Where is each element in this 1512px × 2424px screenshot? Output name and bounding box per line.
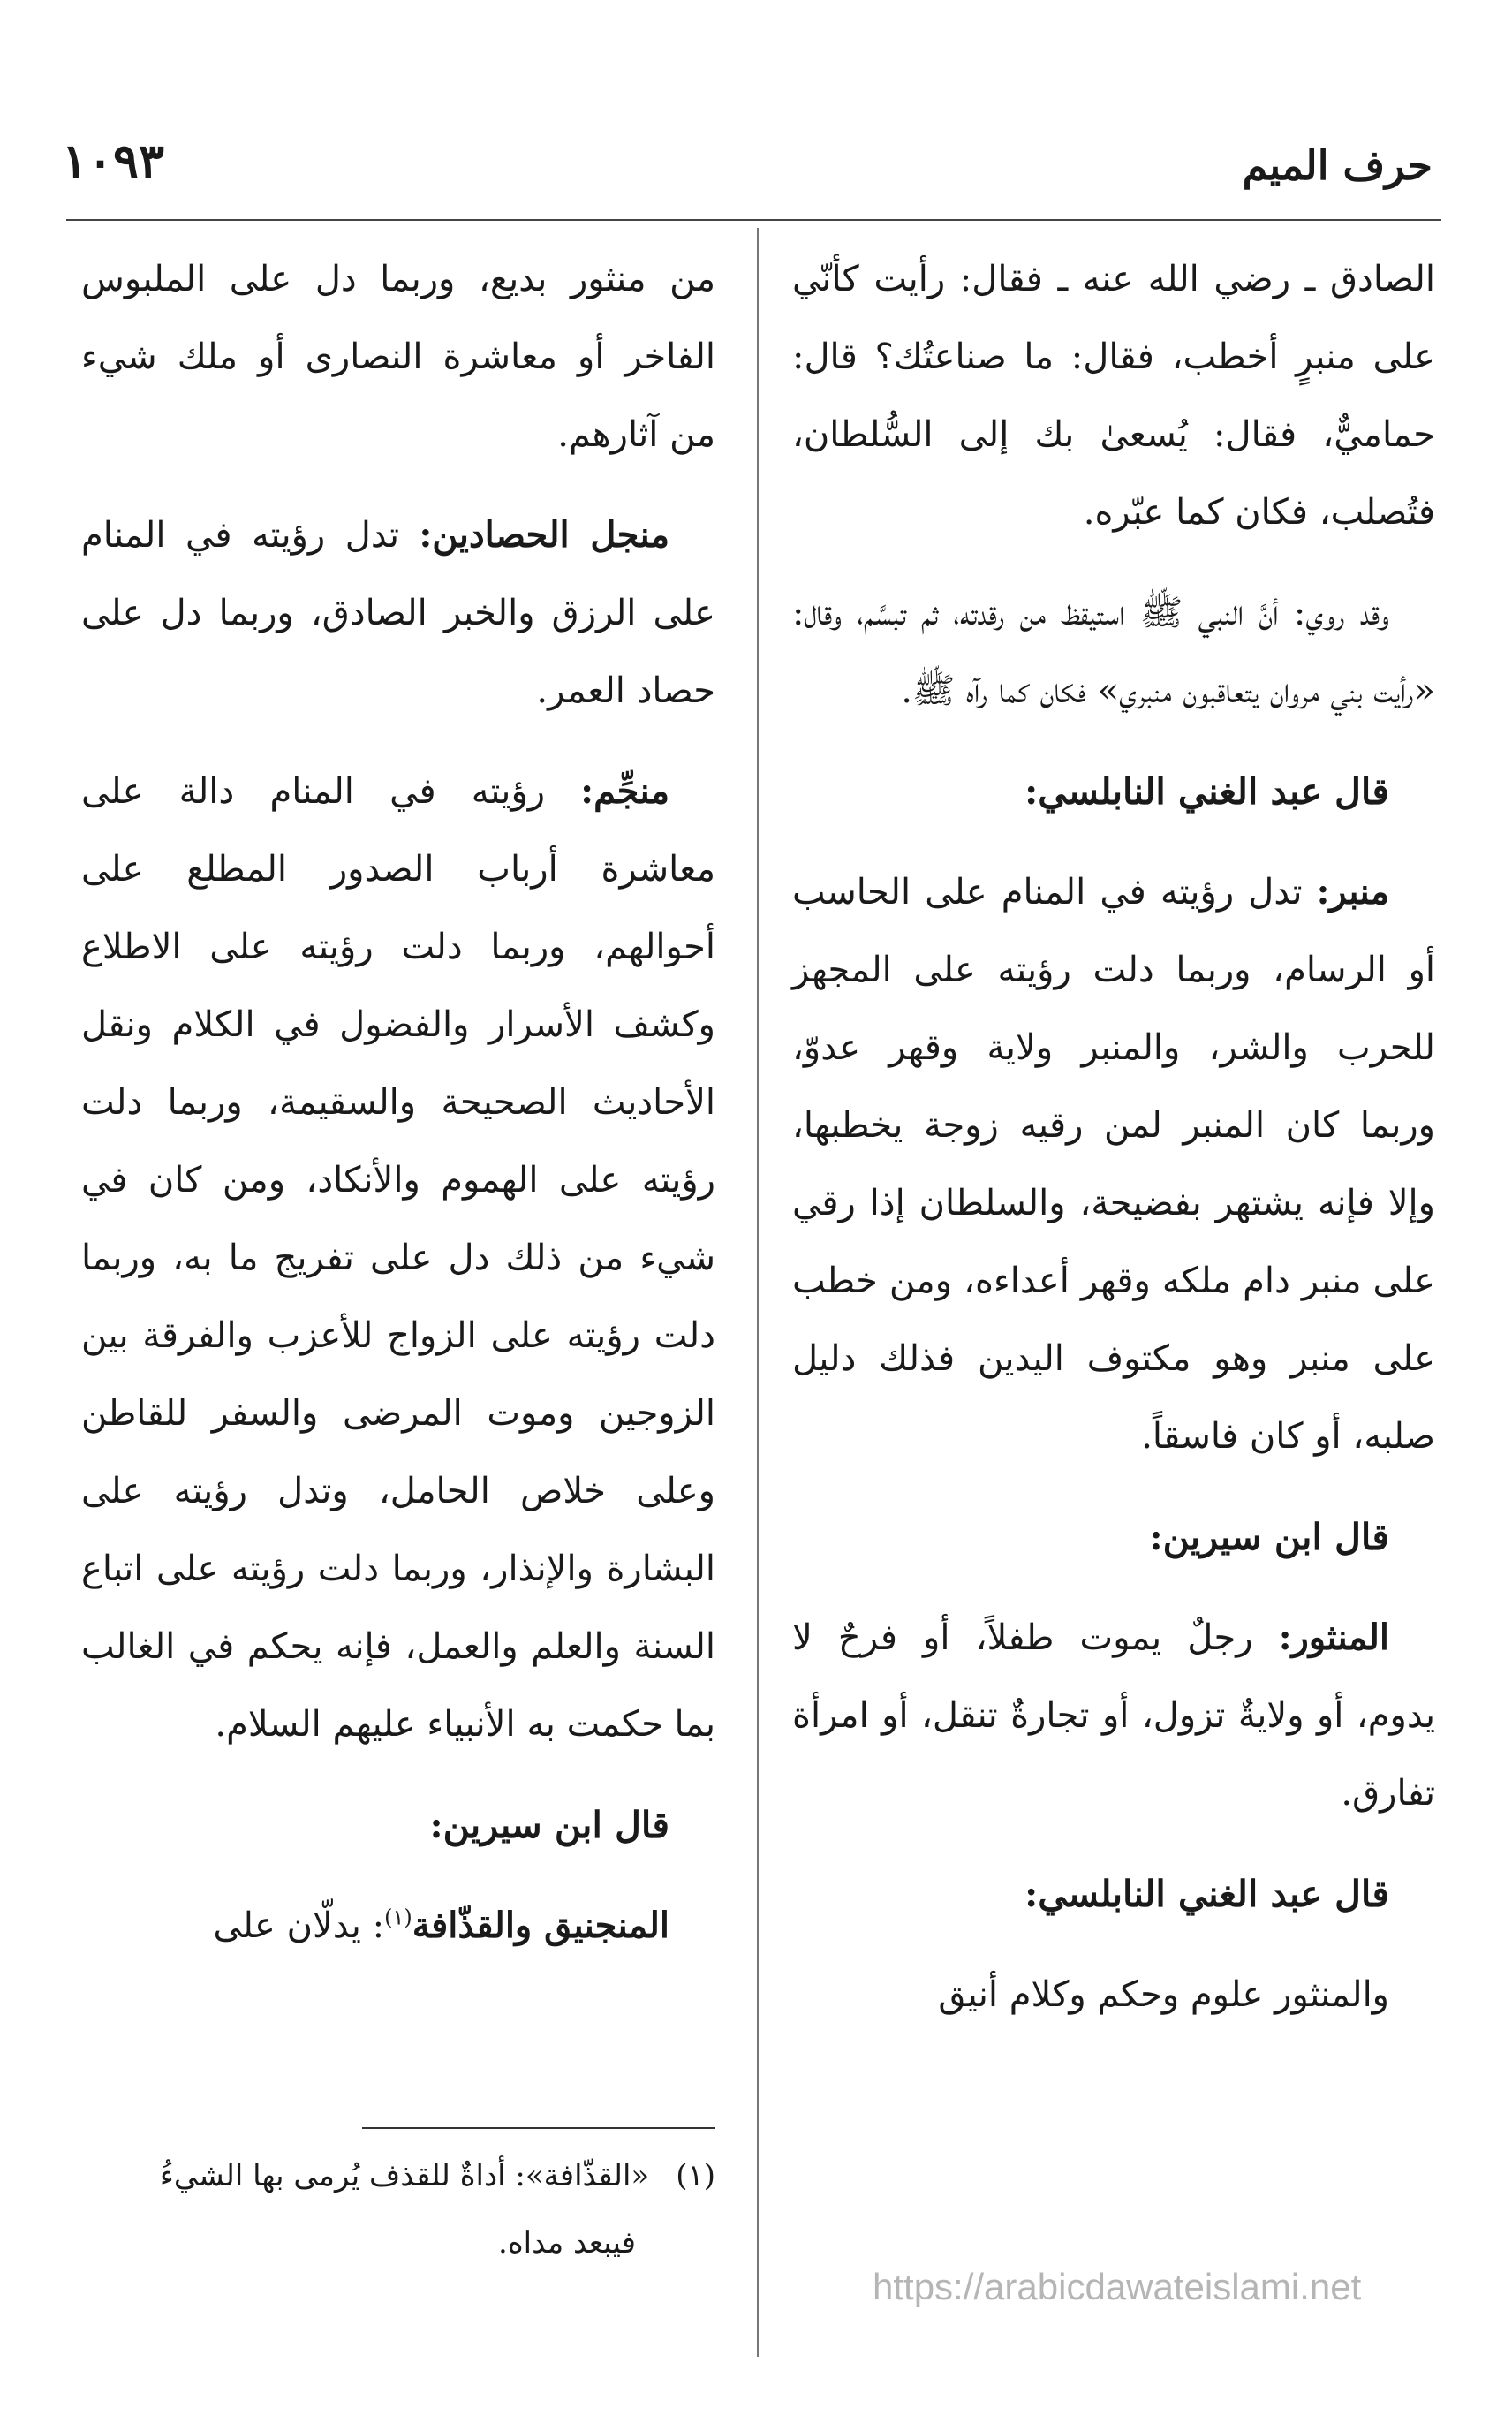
entry-text: تدل رؤيته في المنام على الرزق والخبر الصادق، وربما دل على حصاد العمر. [81, 515, 715, 711]
entry-term: منجِّم: [580, 770, 669, 812]
section-heading [81, 1786, 715, 1864]
entry-paragraph [792, 853, 1435, 1475]
footnote-reference[interactable]: (١) [384, 1905, 412, 1930]
left-column [81, 240, 715, 1973]
chapter-title: حرف الميم [1242, 141, 1433, 189]
paragraph [792, 240, 1435, 551]
paragraph [792, 574, 1435, 730]
footnote [81, 2142, 715, 2276]
entry-paragraph [81, 753, 715, 1763]
entry-term: المنثور: [1278, 1617, 1390, 1658]
footnote-text-continued: فيبعد مداه. [498, 2225, 636, 2261]
entry-text: تدل رؤيته في المنام على الحاسب أو الرسام، وربما دلت رؤيته على المجهز للحرب والشر، والمنبر ولاية وقهر عدوّ، وربما كان المنبر لمن رقيه زوجة يخطبها، وإلا فإنه يشتهر بفضيحة، والسلطان إذا رقي على منبر دام ملكه وقهر أعداءه، ومن خطب على منبر وهو مكتوف اليدين فذلك دليل صلبه، أو كان فاسقاً. [792, 872, 1435, 1457]
right-column [792, 240, 1435, 2057]
paragraph-text: من منثور بديع، وربما دل على الملبوس الفاخر أو معاشرة النصارى أو ملك شيء من آثارهم. [81, 259, 715, 455]
entry-text: : يدلّان على [213, 1905, 385, 1946]
entry-text: رؤيته في المنام دالة على معاشرة أرباب الصدور المطلع على أحوالهم، وربما دلت رؤيته على الاطلاع وكشف الأسرار والفضول في الكلام ونقل الأحاديث الصحيحة والسقيمة، وربما دلت رؤيته على الهموم والأنكاد، ومن كان في شيء من ذلك دل على تفريج ما به، وربما دلت رؤيته على الزواج للأعزب والفرقة بين الزوجين وموت المرضى والسفر للقاطن وعلى خلاص الحامل، وتدل رؤيته على البشارة والإنذار، وربما دلت رؤيته على اتباع السنة والعلم والعمل، فإنه يحكم في الغالب بما حكمت به الأنبياء عليهم السلام. [81, 771, 715, 1745]
paragraph-text: والمنثور علوم وحكم وكلام أنيق [938, 1974, 1389, 2015]
entry-paragraph [81, 496, 715, 730]
heading-text: قال ابن سيرين: [1149, 1516, 1389, 1558]
watermark-url: https://arabicdawateislami.net [873, 2266, 1362, 2307]
entry-paragraph [792, 1599, 1435, 1832]
heading-text: قال عبد الغني النابلسي: [1024, 770, 1389, 813]
footnote-number: (١) [676, 2158, 715, 2193]
heading-text: قال ابن سيرين: [429, 1804, 669, 1846]
page-number: ١٠٩٣ [62, 133, 165, 189]
paragraph [81, 240, 715, 473]
entry-term: المنجنيق والقذّافة [412, 1905, 669, 1946]
footnote-line [81, 2142, 715, 2209]
footnote-text: «القذّافة»: أداةٌ للقذف يُرمى بها الشيءُ [159, 2158, 650, 2193]
paragraph [792, 1956, 1435, 2034]
paragraph-text: وقد روي: أنَّ النبي ﷺ استيقظ من رقدته، ثم تبسَّم، وقال: «رأيت بني مروان يتعاقبون منبري» فكان كما رآه ﷺ. [792, 593, 1435, 711]
entry-text: رجلٌ يموت طفلاً، أو فرحٌ لا يدوم، أو ولايةٌ تزول، أو تجارةٌ تنقل، أو امرأة تفارق. [792, 1617, 1435, 1814]
section-heading [792, 1855, 1435, 1933]
header-rule [66, 219, 1441, 221]
column-divider [757, 228, 759, 2357]
paragraph-text: الصادق ـ رضي الله عنه ـ فقال: رأيت كأنّي على منبرٍ أخطب، فقال: ما صناعتُك؟ قال: حماميٌّ، فقال: يُسعىٰ بك إلى السُّلطان، فتُصلب، فكان كما عبّره. [792, 259, 1435, 533]
entry-term: منبر: [1316, 871, 1389, 913]
section-heading [792, 1498, 1435, 1576]
entry-paragraph [81, 1887, 715, 1965]
heading-text: قال عبد الغني النابلسي: [1024, 1873, 1389, 1915]
footnote-line [81, 2209, 715, 2276]
entry-term: منجل الحصادين: [419, 514, 670, 556]
section-heading [792, 753, 1435, 830]
footnote-rule [362, 2127, 715, 2129]
